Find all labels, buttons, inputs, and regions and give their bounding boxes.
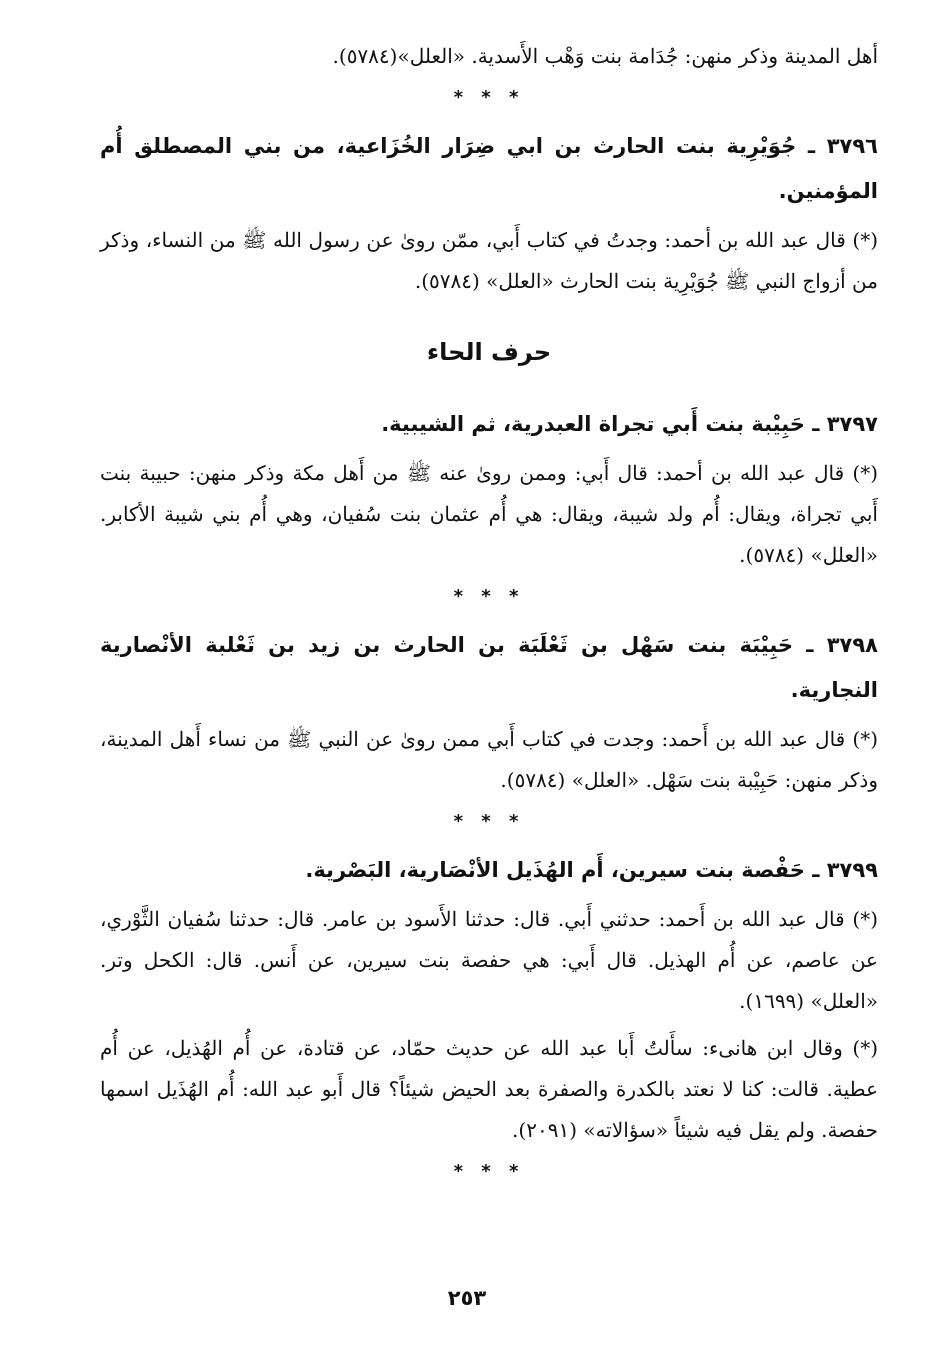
entry-text-3799-b: (*) وقال ابن هانىء: سأَلتُ أَبا عبد الله عن حديث حمّاد، عن قتادة، عن أُم الهُذيل، عن أُم عطية. قالت: كنا لا نعتد بالكدرة والصفرة بعد الحيض شيئاً؟ قال أَبو عبد الله: أُم الهُذَيل اسمها حفصة. ولم يقل فيه شيئاً «سؤالاته» (٢٠٩١). (100, 1036, 878, 1142)
entry-text-3796: (*) قال عبد الله بن أحمد: وجدتُ في كتاب أَبي، ممّن روىٰ عن رسول الله ﷺ من النساء، وذكر من أزواج النبي ﷺ جُوَيْرِية بنت الحارث «العلل» (٥٧٨٤). (100, 228, 878, 293)
page-body (100, 36, 878, 1182)
entry-title-3796: ٣٧٩٦ ـ جُوَيْرِية بنت الحارث بن ابي ضِرَار الخُزَاعية، من بني المصطلق أُم المؤمنين. (100, 134, 878, 203)
entry-text-3799-a: (*) قال عبد الله بن أَحمد: حدثني أَبي. قال: حدثنا الأَسود بن عامر. قال: حدثنا سُفيان الثَّوْري، عن عاصم، عن أُم الهذيل. قال أَبي: هي حفصة بنت سيرين، عن أَنس. قال: الكحل وتر. «العلل» (١٦٩٩). (100, 907, 878, 1013)
page-number: ٢٥٣ (447, 1286, 487, 1310)
entry-text-3798: (*) قال عبد الله بن أَحمد: وجدت في كتاب أَبي ممن روىٰ عن النبي ﷺ من نساء أَهل المدينة، وذكر منهن: حَبِيْبة بنت سَهْل. «العلل» (٥٧٨٤). (100, 727, 878, 792)
separator-stars: * * * (453, 811, 525, 832)
separator-stars: * * * (453, 586, 525, 607)
separator-stars: * * * (453, 1161, 525, 1182)
entry-title-3797: ٣٧٩٧ ـ حَبِيْبة بنت أَبي تجراة العبدرية، ثم الشيبية. (381, 412, 878, 436)
entry-title-3798: ٣٧٩٨ ـ حَبِيْبَة بنت سَهْل بن ثَعْلَبَة بن الحارث بن زيد بن ثَعْلبة الأنْصارية النجارية. (100, 633, 878, 702)
entry-text-3797: (*) قال عبد الله بن أحمد: قال أَبي: وممن روىٰ عنه ﷺ من أَهل مكة وذكر منهن: حبيبة بنت أَبي تجراة، ويقال: أُم ولد شيبة، ويقال: هي أُم عثمان بنت سُفيان، وهي أُم بني شيبة الأكابر. «العلل» (٥٧٨٤). (100, 461, 878, 567)
separator-stars: * * * (453, 87, 525, 108)
continuation-text: أهل المدينة وذكر منهن: جُدَامة بنت وَهْب الأَسدية. «العلل»(٥٧٨٤). (332, 44, 878, 68)
section-heading: حرف الحاء (426, 338, 552, 366)
entry-title-3799: ٣٧٩٩ ـ حَفْصة بنت سيرين، أَم الهُذَيل الأنْصَارية، البَصْرية. (305, 858, 878, 882)
